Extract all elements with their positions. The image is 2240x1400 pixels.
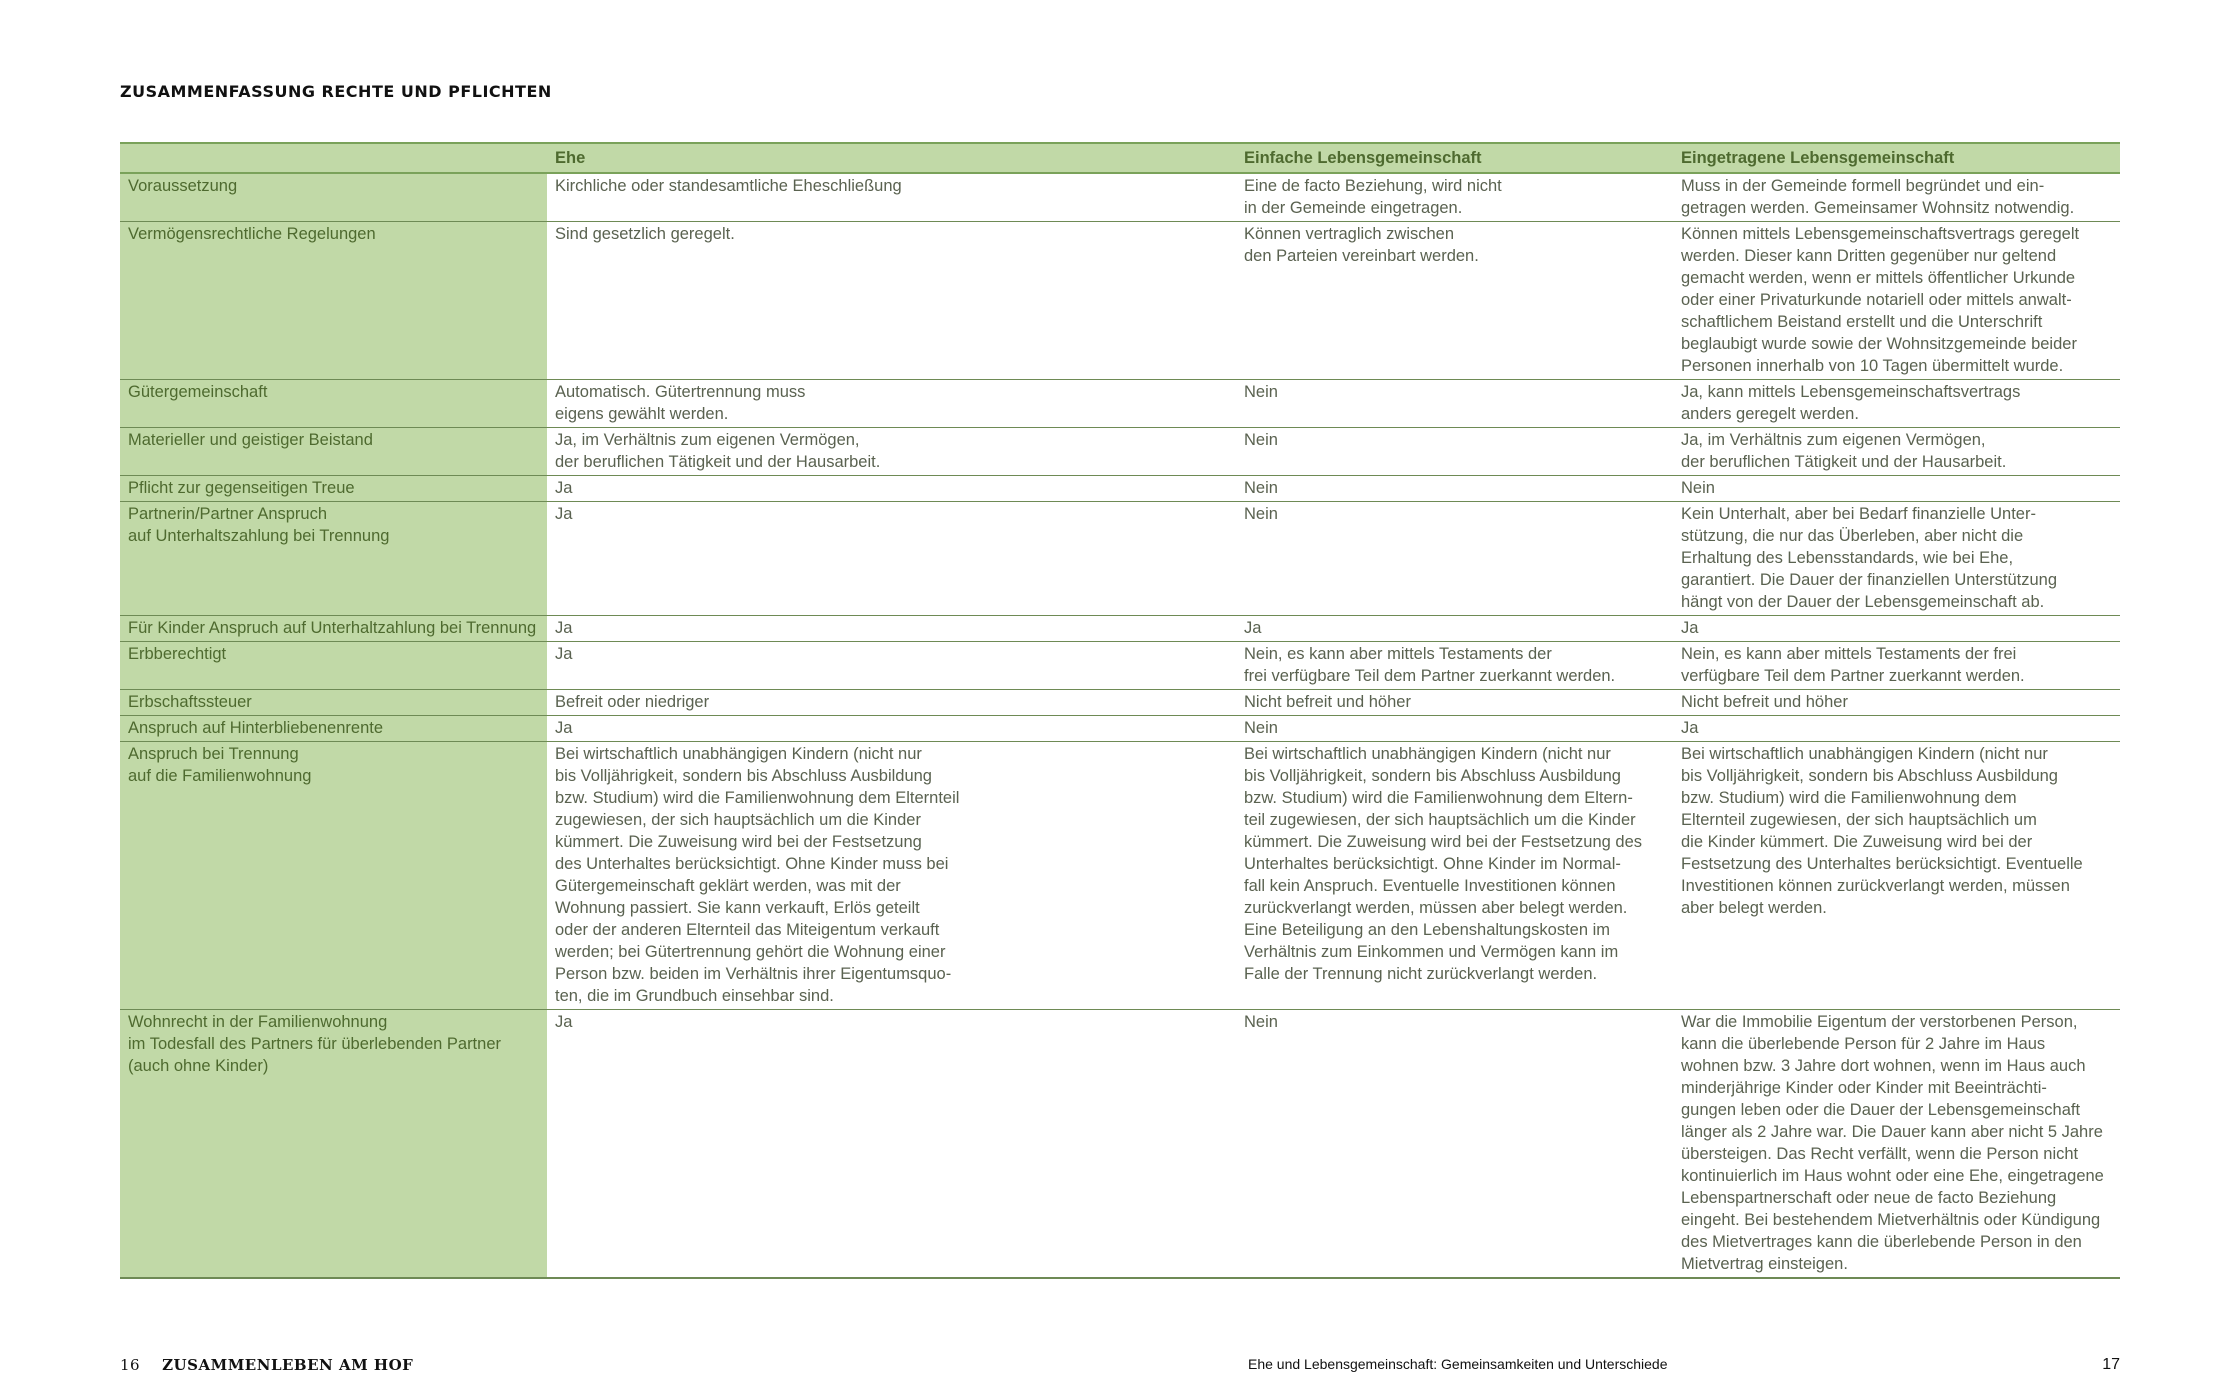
cell-eingetragen: Nein, es kann aber mittels Testaments der frei verfügbare Teil dem Partner zuerkannt werden. [1673, 642, 2120, 690]
header-eingetragene-lebensgemeinschaft: Eingetragene Lebensgemeinschaft [1673, 143, 2120, 173]
row-label: Materieller und geistiger Beistand [120, 428, 547, 476]
cell-einfach: Nein, es kann aber mittels Testaments der frei verfügbare Teil dem Partner zuerkannt werden. [1236, 642, 1673, 690]
cell-eingetragen: Ja, kann mittels Lebensgemeinschaftsvertrags anders geregelt werden. [1673, 380, 2120, 428]
cell-ehe: Bei wirtschaftlich unabhängigen Kindern (nicht nur bis Volljährigkeit, sondern bis Abschluss Ausbildung bzw. Studium) wird die Familienwohnung dem Elternteil zugewiesen, der sich hauptsächlich um die Kinder kümmert. Die Zuweisung wird bei der Festsetzung des Unterhaltes berücksichtigt. Ohne Kinder muss bei Gütergemeinschaft geklärt werden, was mit der Wohnung passiert. Sie kann verkauft, Erlös geteilt oder der anderen Elternteil das Miteigentum verkauft werden; bei Gütertrennung gehört die Wohnung einer Person bzw. beiden im Verhältnis ihrer Eigentumsquo- ten, die im Grundbuch einsehbar sind. [547, 742, 1236, 1010]
cell-einfach: Ja [1236, 616, 1673, 642]
page-number-right: 17 [2102, 1356, 2120, 1373]
cell-ehe: Sind gesetzlich geregelt. [547, 222, 1236, 380]
row-label: Anspruch bei Trennung auf die Familienwohnung [120, 742, 547, 1010]
row-label: Erbberechtigt [120, 642, 547, 690]
table-row [120, 690, 2120, 716]
table-row [120, 716, 2120, 742]
cell-eingetragen: Ja [1673, 616, 2120, 642]
header-einfache-lebensgemeinschaft: Einfache Lebensgemeinschaft [1236, 143, 1673, 173]
cell-einfach: Eine de facto Beziehung, wird nicht in der Gemeinde eingetragen. [1236, 173, 1673, 222]
row-label: Partnerin/Partner Anspruch auf Unterhaltszahlung bei Trennung [120, 502, 547, 616]
cell-ehe: Ja [547, 642, 1236, 690]
table-row [120, 642, 2120, 690]
table-row [120, 1010, 2120, 1279]
cell-ehe: Ja, im Verhältnis zum eigenen Vermögen, der beruflichen Tätigkeit und der Hausarbeit. [547, 428, 1236, 476]
table-header-row [120, 143, 2120, 173]
cell-einfach: Nein [1236, 716, 1673, 742]
row-label: Wohnrecht in der Familienwohnung im Todesfall des Partners für überlebenden Partner (auch ohne Kinder) [120, 1010, 547, 1279]
footer-section-title: Ehe und Lebensgemeinschaft: Gemeinsamkeiten und Unterschiede [1248, 1356, 1668, 1372]
row-label: Pflicht zur gegenseitigen Treue [120, 476, 547, 502]
cell-eingetragen: Muss in der Gemeinde formell begründet und ein- getragen werden. Gemeinsamer Wohnsitz notwendig. [1673, 173, 2120, 222]
table-row [120, 222, 2120, 380]
cell-eingetragen: Ja [1673, 716, 2120, 742]
cell-einfach: Können vertraglich zwischen den Parteien vereinbart werden. [1236, 222, 1673, 380]
cell-ehe: Ja [547, 502, 1236, 616]
cell-ehe: Ja [547, 476, 1236, 502]
table-row [120, 428, 2120, 476]
table-row [120, 173, 2120, 222]
header-empty [120, 143, 547, 173]
table-row [120, 616, 2120, 642]
cell-einfach: Nein [1236, 476, 1673, 502]
table-row [120, 380, 2120, 428]
cell-ehe: Befreit oder niedriger [547, 690, 1236, 716]
page-number-left: 16 [120, 1356, 141, 1374]
cell-ehe: Kirchliche oder standesamtliche Eheschließung [547, 173, 1236, 222]
cell-ehe: Automatisch. Gütertrennung muss eigens gewählt werden. [547, 380, 1236, 428]
cell-ehe: Ja [547, 616, 1236, 642]
cell-eingetragen: Können mittels Lebensgemeinschaftsvertrags geregelt werden. Dieser kann Dritten gegenüber nur geltend gemacht werden, wenn er mittels öffentlicher Urkunde oder einer Privaturkunde notariell oder mittels anwalt- schaftlichem Beistand erstellt und die Unterschrift beglaubigt wurde sowie der Wohnsitzgemeinde beider Personen innerhalb von 10 Tagen übermittelt wurde. [1673, 222, 2120, 380]
table-row [120, 502, 2120, 616]
cell-ehe: Ja [547, 1010, 1236, 1279]
row-label: Anspruch auf Hinterbliebenenrente [120, 716, 547, 742]
footer-book-title: ZUSAMMENLEBEN AM HOF [162, 1356, 414, 1374]
rights-duties-table [120, 142, 2120, 1279]
table-row [120, 742, 2120, 1010]
row-label: Erbschaftssteuer [120, 690, 547, 716]
cell-ehe: Ja [547, 716, 1236, 742]
cell-einfach: Nein [1236, 502, 1673, 616]
table-row [120, 476, 2120, 502]
cell-einfach: Bei wirtschaftlich unabhängigen Kindern (nicht nur bis Volljährigkeit, sondern bis Abschluss Ausbildung bzw. Studium) wird die Familienwohnung dem Eltern- teil zugewiesen, der sich hauptsächlich um die Kinder kümmert. Die Zuweisung wird bei der Festsetzung des Unterhaltes berücksichtigt. Ohne Kinder im Normal- fall kein Anspruch. Eventuelle Investitionen können zurückverlangt werden, müssen aber belegt werden. Eine Beteiligung an den Lebenshaltungskosten im Verhältnis zum Einkommen und Vermögen kann im Falle der Trennung nicht zurückverlangt werden. [1236, 742, 1673, 1010]
cell-eingetragen: Bei wirtschaftlich unabhängigen Kindern (nicht nur bis Volljährigkeit, sondern bis Abschluss Ausbildung bzw. Studium) wird die Familienwohnung dem Elternteil zugewiesen, der sich hauptsächlich um die Kinder kümmert. Die Zuweisung wird bei der Festsetzung des Unterhaltes berücksichtigt. Eventuelle Investitionen können zurückverlangt werden, müssen aber belegt werden. [1673, 742, 2120, 1010]
row-label: Voraussetzung [120, 173, 547, 222]
footer-left [120, 1356, 413, 1374]
cell-eingetragen: Nein [1673, 476, 2120, 502]
cell-einfach: Nicht befreit und höher [1236, 690, 1673, 716]
row-label: Vermögensrechtliche Regelungen [120, 222, 547, 380]
cell-eingetragen: Kein Unterhalt, aber bei Bedarf finanzielle Unter- stützung, die nur das Überleben, aber nicht die Erhaltung des Lebensstandards, wie bei Ehe, garantiert. Die Dauer der finanziellen Unterstützung hängt von der Dauer der Lebensgemeinschaft ab. [1673, 502, 2120, 616]
row-label: Für Kinder Anspruch auf Unterhaltzahlung bei Trennung [120, 616, 547, 642]
page-title: ZUSAMMENFASSUNG RECHTE UND PFLICHTEN [120, 82, 552, 101]
cell-eingetragen: Nicht befreit und höher [1673, 690, 2120, 716]
cell-einfach: Nein [1236, 380, 1673, 428]
cell-einfach: Nein [1236, 1010, 1673, 1279]
header-ehe: Ehe [547, 143, 1236, 173]
cell-eingetragen: Ja, im Verhältnis zum eigenen Vermögen, der beruflichen Tätigkeit und der Hausarbeit. [1673, 428, 2120, 476]
cell-eingetragen: War die Immobilie Eigentum der verstorbenen Person, kann die überlebende Person für 2 Jahre im Haus wohnen bzw. 3 Jahre dort wohnen, wenn im Haus auch minderjährige Kinder oder Kinder mit Beeinträchti- gungen leben oder die Dauer der Lebensgemeinschaft länger als 2 Jahre war. Die Dauer kann aber nicht 5 Jahre übersteigen. Das Recht verfällt, wenn die Person nicht kontinuierlich im Haus wohnt oder eine Ehe, eingetragene Lebenspartnerschaft oder neue de facto Beziehung eingeht. Bei bestehendem Mietverhältnis oder Kündigung des Mietvertrages kann die überlebende Person in den Mietvertrag einsteigen. [1673, 1010, 2120, 1279]
cell-einfach: Nein [1236, 428, 1673, 476]
row-label: Gütergemeinschaft [120, 380, 547, 428]
